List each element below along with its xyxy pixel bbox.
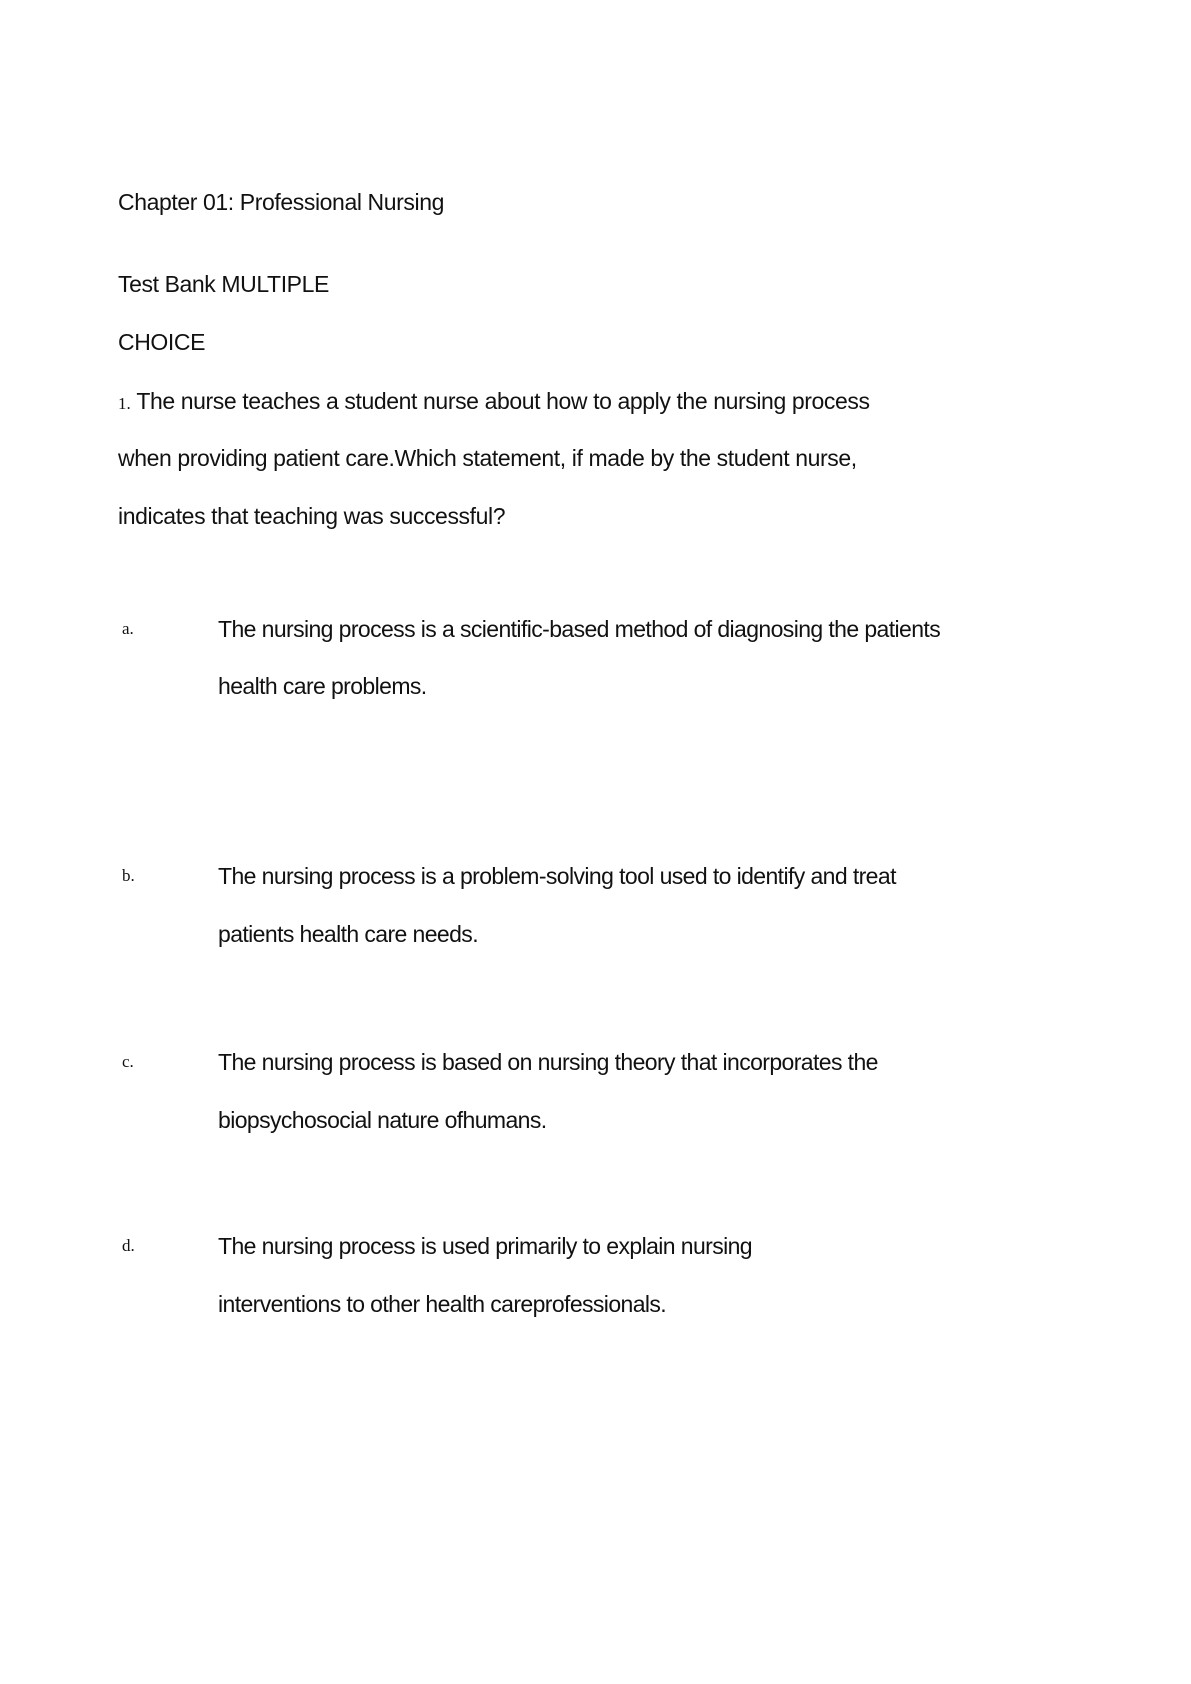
option-c-letter: c. — [122, 1052, 134, 1071]
option-d-line-1: The nursing process is used primarily to explain nursing — [218, 1233, 752, 1259]
option-b-line-1: The nursing process is a problem-solving tool used to identify and treat — [218, 863, 896, 889]
question-text-line-1: The nurse teaches a student nurse about how to apply the nursing process — [136, 388, 870, 414]
option-d-letter: d. — [122, 1236, 135, 1255]
section-heading-line-2: CHOICE — [118, 329, 206, 355]
option-a-line-1: The nursing process is a scientific-based method of diagnosing the patients — [218, 616, 941, 642]
option-d-line-2: interventions to other health careprofessionals. — [218, 1291, 667, 1317]
option-c-line-1: The nursing process is based on nursing theory that incorporates the — [218, 1049, 878, 1075]
option-b-line-2: patients health care needs. — [218, 921, 478, 947]
question-line-3: indicates that teaching was successful? — [118, 503, 506, 529]
question-line-2: when providing patient care.Which statement, if made by the student nurse, — [118, 445, 857, 471]
option-b-letter: b. — [122, 866, 135, 885]
option-a-line-2: health care problems. — [218, 673, 427, 699]
question-number: 1. — [118, 394, 131, 413]
section-heading-line-1: Test Bank MULTIPLE — [118, 271, 329, 297]
chapter-title: Chapter 01: Professional Nursing — [118, 189, 444, 215]
question-line-1 — [118, 387, 870, 418]
option-c-line-2: biopsychosocial nature ofhumans. — [218, 1107, 547, 1133]
option-a-letter: a. — [122, 619, 134, 638]
